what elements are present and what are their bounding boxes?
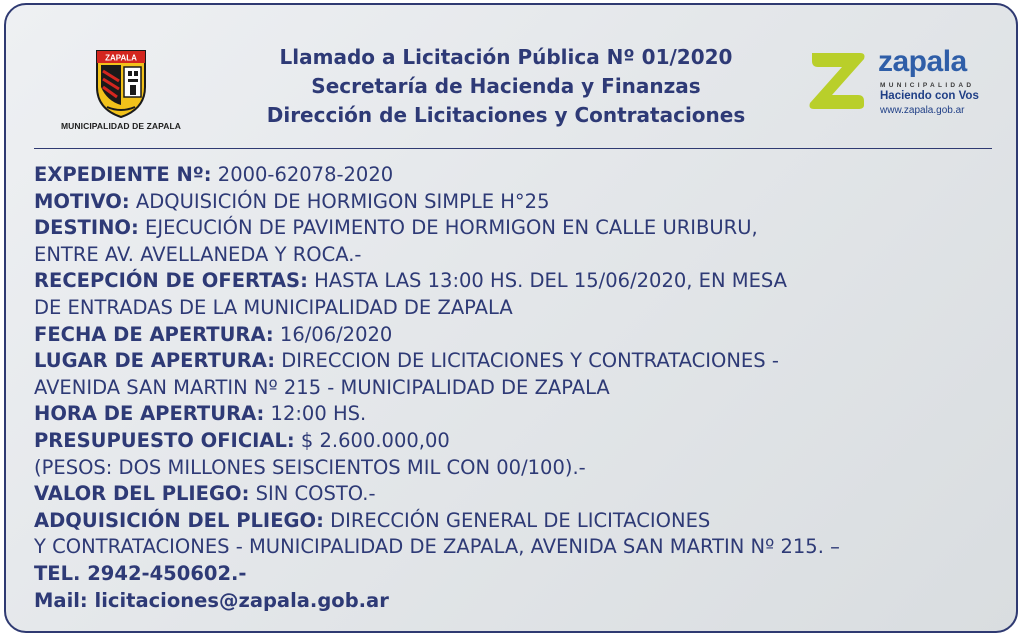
destino-row	[34, 215, 1004, 242]
brand-sub-label: MUNICIPALIDAD	[880, 82, 975, 89]
municipal-crest-logo	[56, 47, 186, 137]
shield-icon	[93, 47, 149, 119]
presupuesto-value: $ 2.600.000,00	[300, 428, 450, 452]
destino-label: DESTINO:	[34, 216, 139, 240]
lugar-apertura-value: DIRECCION DE LICITACIONES Y CONTRATACIONES -	[281, 349, 779, 373]
adquisicion-pliego-continuation: Y CONTRATACIONES - MUNICIPALIDAD DE ZAPALA, AVENIDA SAN MARTIN Nº 215. –	[34, 535, 840, 559]
recepcion-label: RECEPCIÓN DE OFERTAS:	[34, 269, 308, 293]
destino-continuation: ENTRE AV. AVELLANEDA Y ROCA.-	[34, 242, 362, 266]
expediente-value: 2000-62078-2020	[217, 163, 394, 186]
crest-caption: MUNICIPALIDAD DE ZAPALA	[60, 121, 182, 131]
fecha-apertura-label: FECHA DE APERTURA:	[34, 322, 274, 346]
expediente-row	[34, 162, 1004, 189]
brand-url: www.zapala.gob.ar	[880, 105, 965, 116]
presupuesto-continuation: (PESOS: DOS MILLONES SEISCIENTOS MIL CON 00/100).-	[34, 455, 586, 479]
hora-apertura-label: HORA DE APERTURA:	[34, 402, 265, 426]
contact-email[interactable]: Mail: licitaciones@zapala.gob.ar	[34, 588, 389, 612]
notice-body	[34, 162, 1004, 614]
zapala-brand-logo	[806, 45, 1006, 129]
recepcion-value: HASTA LAS 13:00 HS. DEL 15/06/2020, EN MESA	[314, 269, 787, 293]
contact-phone: TEL. 2942-450602.-	[34, 561, 247, 585]
motivo-label: MOTIVO:	[34, 189, 130, 213]
presupuesto-row	[34, 428, 1004, 455]
notice-card	[4, 3, 1018, 633]
title-block	[216, 43, 796, 130]
fecha-apertura-row	[34, 322, 1004, 349]
title-line-2: Secretaría de Hacienda y Finanzas	[311, 74, 701, 98]
header-divider	[34, 148, 992, 149]
motivo-row	[34, 189, 1004, 216]
expediente-label: EXPEDIENTE Nº:	[34, 163, 212, 186]
hora-apertura-value: 12:00 HS.	[270, 402, 367, 426]
destino-value: EJECUCIÓN DE PAVIMENTO DE HORMIGON EN CALLE URIBURU,	[145, 216, 758, 240]
valor-pliego-row	[34, 481, 1004, 508]
fecha-apertura-value: 16/06/2020	[279, 322, 393, 346]
svg-text:ZAPALA: ZAPALA	[105, 53, 137, 63]
brand-slogan: Haciendo con Vos	[880, 90, 979, 102]
adquisicion-pliego-value: DIRECCIÓN GENERAL DE LICITACIONES	[330, 508, 711, 532]
lugar-apertura-row	[34, 348, 1004, 375]
lugar-apertura-continuation: AVENIDA SAN MARTIN Nº 215 - MUNICIPALIDAD DE ZAPALA	[34, 375, 610, 399]
adquisicion-pliego-row	[34, 508, 1004, 535]
presupuesto-label: PRESUPUESTO OFICIAL:	[34, 428, 295, 452]
title-line-3: Dirección de Licitaciones y Contrataciones	[266, 103, 746, 127]
z-logo-icon	[806, 49, 868, 113]
adquisicion-pliego-label: ADQUISICIÓN DEL PLIEGO:	[34, 508, 324, 532]
hora-apertura-row	[34, 401, 1004, 428]
header	[6, 5, 1016, 145]
valor-pliego-label: VALOR DEL PLIEGO:	[34, 482, 250, 506]
recepcion-continuation: DE ENTRADAS DE LA MUNICIPALIDAD DE ZAPALA	[34, 295, 513, 319]
valor-pliego-value: SIN COSTO.-	[255, 482, 376, 506]
title-line-1: Llamado a Licitación Pública Nº 01/2020	[279, 45, 733, 69]
brand-wordmark: zapala	[878, 45, 967, 78]
motivo-value: ADQUISICIÓN DE HORMIGON SIMPLE H°25	[135, 189, 550, 213]
recepcion-row	[34, 268, 1004, 295]
lugar-apertura-label: LUGAR DE APERTURA:	[34, 349, 276, 373]
